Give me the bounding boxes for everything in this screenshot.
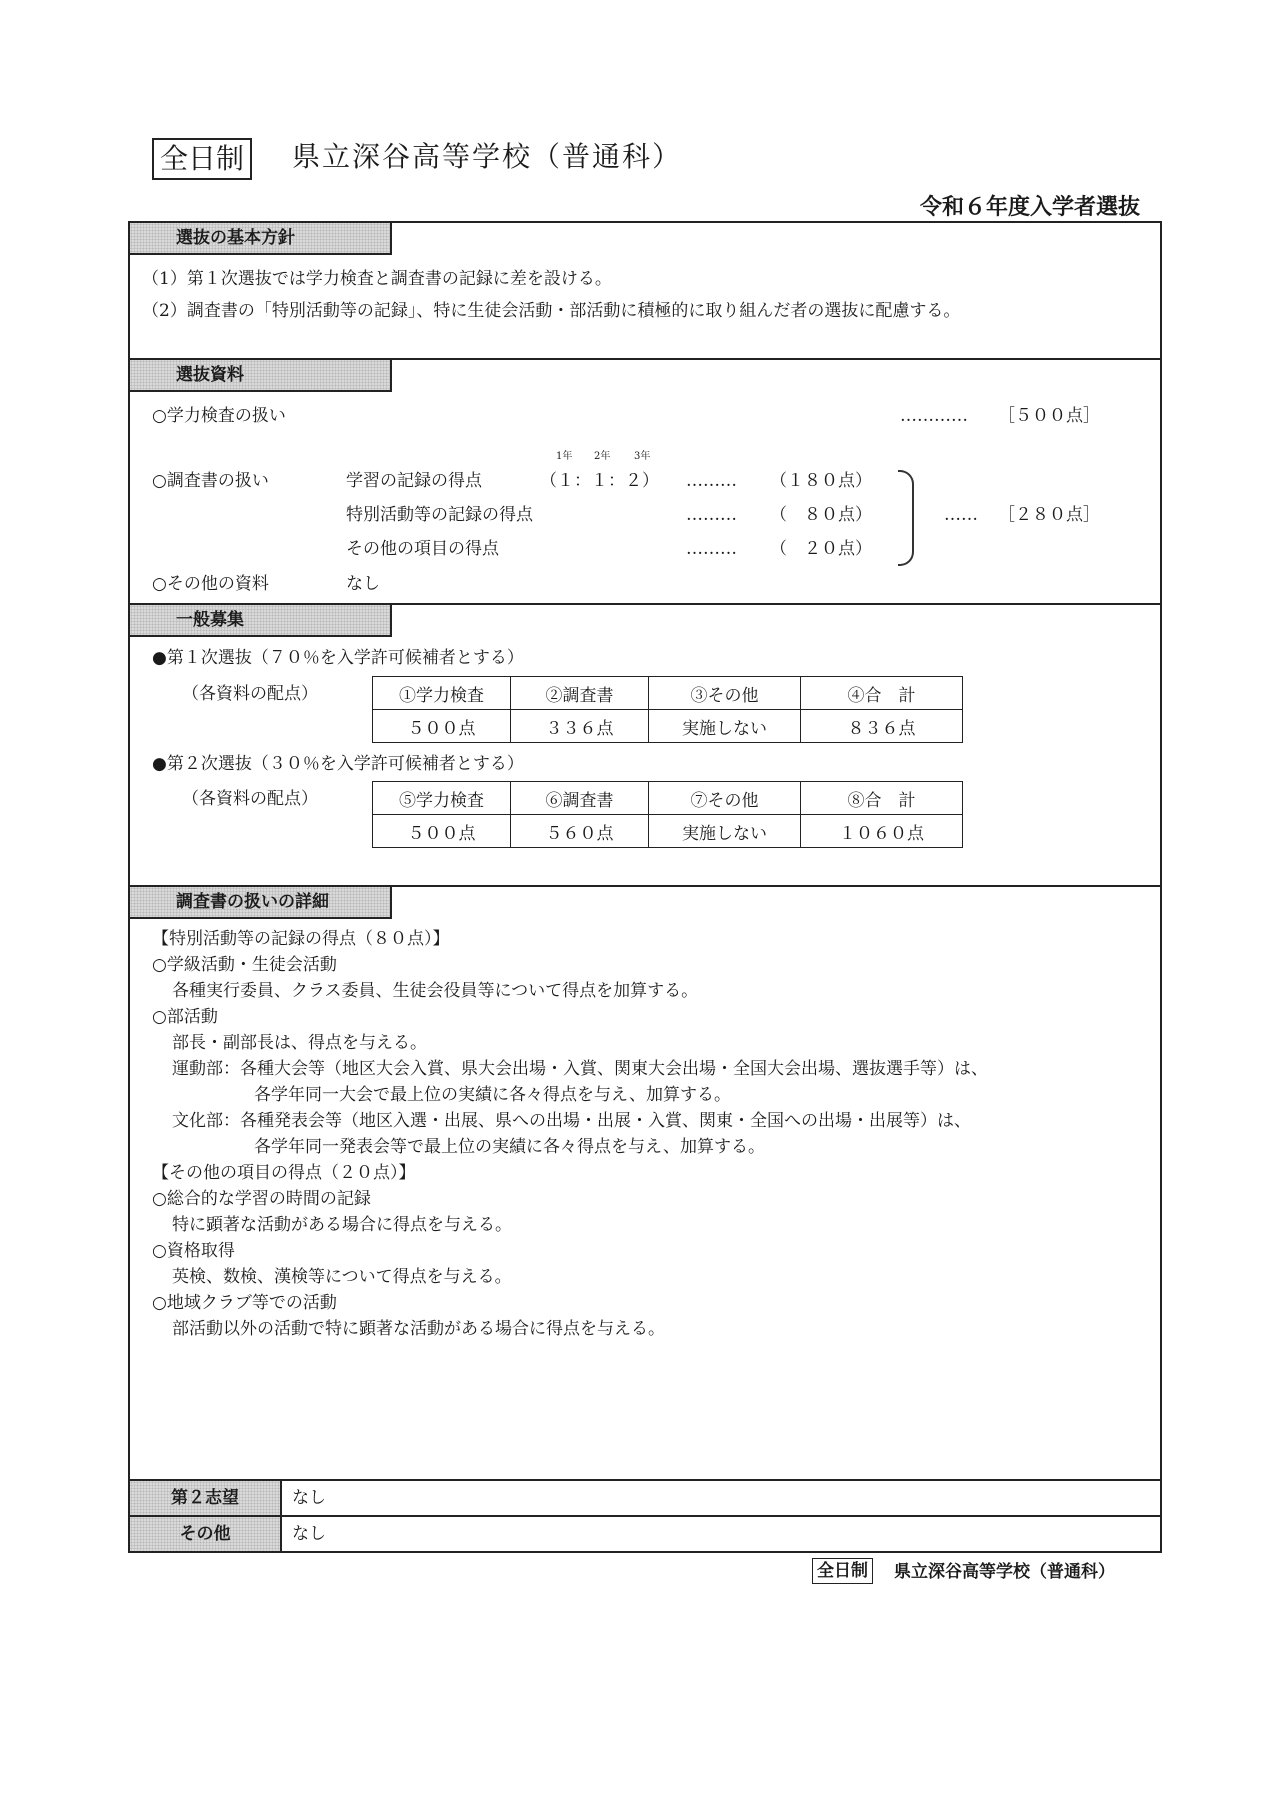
section-heading-materials: 選抜資料 (130, 360, 392, 392)
report-total: ［２８０点］ (998, 505, 1100, 525)
report-row-dots: ……… (686, 505, 737, 525)
score-value: ３３６点 (511, 710, 649, 743)
detail-line: ○資格取得 (152, 1241, 235, 1261)
report-row-score: （ ２０点） (770, 539, 872, 559)
detail-line: ○部活動 (152, 1007, 218, 1027)
score-header: ⑥調査書 (511, 782, 649, 815)
score-header: ③その他 (649, 677, 801, 710)
report-total-dots: …… (944, 505, 978, 525)
score-header: ①学力検査 (373, 677, 511, 710)
score-value: ８３６点 (801, 710, 963, 743)
first-selection-caption: （各資料の配点） (182, 684, 318, 704)
detail-line: 【その他の項目の得点（２０点）】 (152, 1163, 416, 1183)
report-row-label: 特別活動等の記録の得点 (346, 505, 533, 525)
other-value: なし (292, 1524, 326, 1544)
page-title: 県立深谷高等学校（普通科） (292, 140, 683, 173)
policy-item: （2）調査書の「特別活動等の記録」、特に生徒会活動・部活動に積極的に取り組んだ者の選抜に配慮する。 (142, 301, 961, 321)
brace-icon (898, 470, 914, 566)
second-choice-label: 第２志望 (130, 1481, 282, 1515)
section-heading-policy: 選抜の基本方針 (130, 223, 392, 255)
detail-line: ○学級活動・生徒会活動 (152, 955, 337, 975)
detail-line: 部活動以外の活動で特に顕著な活動がある場合に得点を与える。 (172, 1319, 665, 1339)
report-row-dots: ……… (686, 539, 737, 559)
detail-line: 運動部：各種大会等（地区大会入賞、県大会出場・入賞、関東大会出場・全国大会出場、選抜選手等）は、 (172, 1059, 988, 1079)
report-row-score: （ ８０点） (770, 505, 872, 525)
other-materials-label: ○その他の資料 (152, 574, 269, 594)
year-mark: 3年 (634, 451, 651, 462)
section-heading-details: 調査書の扱いの詳細 (130, 887, 392, 919)
score-value: ５６０点 (511, 815, 649, 848)
policy-item: （1）第１次選抜では学力検査と調査書の記録に差を設ける。 (142, 269, 612, 289)
first-selection-table (372, 676, 963, 743)
other-materials-value: なし (346, 574, 380, 594)
report-row-ratio: （１：１：２） (540, 471, 659, 491)
year-mark: 1年 (556, 451, 573, 462)
detail-line: ○地域クラブ等での活動 (152, 1293, 337, 1313)
second-selection-table (372, 781, 963, 848)
exam-score: ［５００点］ (998, 406, 1100, 426)
section-divider (128, 1479, 1162, 1481)
second-selection-caption: （各資料の配点） (182, 789, 318, 809)
footer-school: 県立深谷高等学校（普通科） (894, 1562, 1115, 1582)
section-heading-general: 一般募集 (130, 605, 392, 637)
year-mark: 2年 (594, 451, 611, 462)
school-type-badge: 全日制 (152, 138, 252, 180)
score-value: １０６０点 (801, 815, 963, 848)
detail-line: 部長・副部長は、得点を与える。 (172, 1033, 427, 1053)
section-divider (128, 1515, 1162, 1517)
detail-line: 【特別活動等の記録の得点（８０点）】 (152, 929, 450, 949)
detail-line: 各学年同一発表会等で最上位の実績に各々得点を与え、加算する。 (254, 1137, 766, 1157)
first-selection-title: ●第１次選抜（７０％を入学許可候補者とする） (152, 648, 524, 668)
detail-line: 特に顕著な活動がある場合に得点を与える。 (172, 1215, 512, 1235)
second-choice-value: なし (292, 1488, 326, 1508)
footer-badge: 全日制 (812, 1558, 873, 1584)
report-label: ○調査書の扱い (152, 471, 269, 491)
other-label: その他 (130, 1517, 282, 1551)
report-row-label: その他の項目の得点 (346, 539, 499, 559)
report-row-score: （１８０点） (770, 471, 872, 491)
report-row-label: 学習の記録の得点 (346, 471, 482, 491)
detail-line: ○総合的な学習の時間の記録 (152, 1189, 371, 1209)
second-selection-title: ●第２次選抜（３０％を入学許可候補者とする） (152, 754, 524, 774)
score-value: 実施しない (649, 710, 801, 743)
score-header: ②調査書 (511, 677, 649, 710)
score-value: 実施しない (649, 815, 801, 848)
score-value: ５００点 (373, 815, 511, 848)
detail-line: 各学年同一大会で最上位の実績に各々得点を与え、加算する。 (254, 1085, 732, 1105)
score-header: ⑤学力検査 (373, 782, 511, 815)
year-label: 令和６年度入学者選抜 (919, 195, 1140, 220)
score-header: ⑦その他 (649, 782, 801, 815)
score-header: ⑧合 計 (801, 782, 963, 815)
report-row-dots: ……… (686, 471, 737, 491)
detail-line: 英検、数検、漢検等について得点を与える。 (172, 1267, 512, 1287)
score-header: ④合 計 (801, 677, 963, 710)
score-value: ５００点 (373, 710, 511, 743)
detail-line: 文化部：各種発表会等（地区入選・出展、県への出場・出展・入賞、関東・全国への出場・出展等）は、 (172, 1111, 971, 1131)
exam-dots: ………… (900, 406, 968, 426)
exam-label: ○学力検査の扱い (152, 406, 286, 426)
detail-line: 各種実行委員、クラス委員、生徒会役員等について得点を加算する。 (172, 981, 699, 1001)
